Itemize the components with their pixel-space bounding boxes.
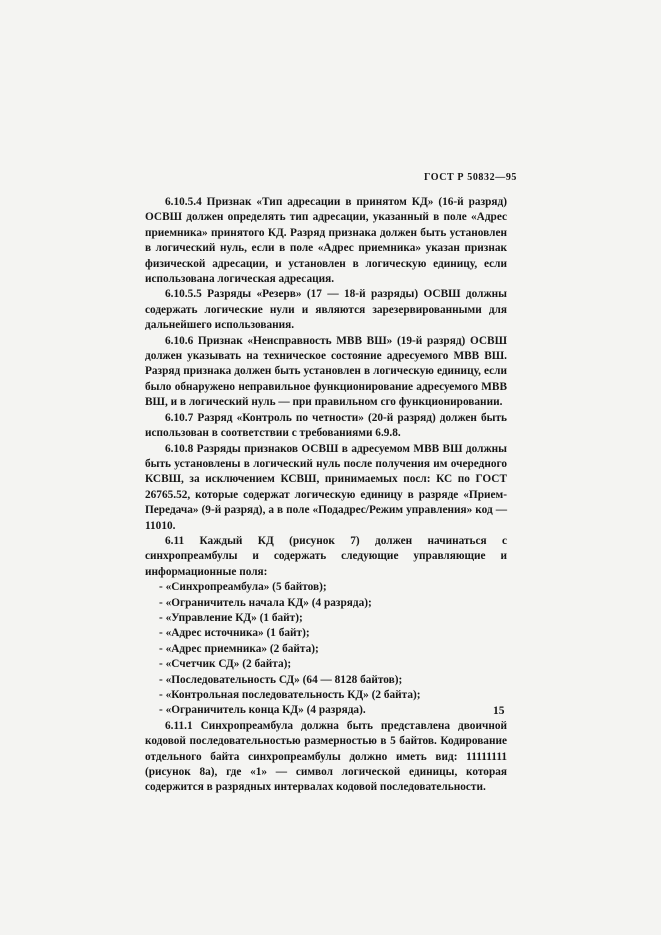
paragraph-6-10-7: 6.10.7 Разряд «Контроль по четности» (20-й разряд) должен быть использован в соответствии с требованиями 6.9.8. bbox=[145, 411, 507, 440]
paragraph-6-11-1: 6.11.1 Синхропреамбула должна быть представлена двоичной кодовой последовательностью размерностью в 5 байтов. Кодирование отдельного байта синхропреамбулы должно иметь вид: 11111111 (рисунок 8а), где «1» — символ логической единицы, которая содержится в разрядных интервалах кодовой последовательности. bbox=[145, 719, 507, 794]
list-item: - «Адрес приемника» (2 байта); bbox=[159, 642, 319, 655]
paragraph-6-10-8: 6.10.8 Разряды признаков ОСВШ в адресуемом МВВ ВШ должны быть установлены в логический нуль после получения им очередного КСВШ, за исключением КСВШ, принимаемых посл: КС по ГОСТ 26765.52, которые содержат логическую единицу в разряде «Прием-Передача» (9-й разряд), а в поле «Подадрес/Режим управления» код —11010. bbox=[145, 442, 507, 532]
paragraph-6-10-5-4: 6.10.5.4 Признак «Тип адресации в принятом КД» (16-й разряд) ОСВШ должен определять тип адресации, указанный в поле «Адрес приемника» принятого КД. Разряд признака должен быть установлен в логический нуль, если в поле «Адрес приемника» указан признак физической адресации, и установлен в логическую единицу, если использована логическая адресация. bbox=[145, 196, 507, 286]
list-item: - «Адрес источника» (1 байт); bbox=[159, 627, 310, 640]
page-body bbox=[145, 195, 507, 796]
document-code-header: ГОСТ Р 50832—95 bbox=[424, 172, 518, 183]
paragraph-6-10-6: 6.10.6 Признак «Неисправность МВВ ВШ» (19-й разряд) ОСВШ должен указывать на техническое состояние адресуемого МВВ ВШ. Разряд признака должен быть установлен в логическую единицу, если было обнаружено неправильное функционирование адресуемого МВВ ВШ, и в логический нуль — при правильном сго функционировании. bbox=[145, 334, 507, 409]
paragraph-6-10-5-5: 6.10.5.5 Разряды «Резерв» (17 — 18-й разряды) ОСВШ должны содержать логические нули и являются зарезервированными для дальнейшего использования. bbox=[145, 288, 507, 332]
list-item: - «Ограничитель конца КД» (4 разряда). bbox=[159, 704, 366, 717]
list-item: - «Счетчик СД» (2 байта); bbox=[159, 658, 292, 671]
list-item: - «Контрольная последовательность КД» (2 байта); bbox=[159, 689, 421, 701]
list-item: - «Управление КД» (1 байт); bbox=[159, 611, 303, 624]
list-item: - «Синхропреамбула» (5 байтов); bbox=[159, 581, 327, 594]
field-list bbox=[145, 580, 507, 719]
list-item: - «Ограничитель начала КД» (4 разряда); bbox=[159, 596, 372, 609]
paragraph-6-11: 6.11 Каждый КД (рисунок 7) должен начинаться с синхропреамбулы и содержать следующие управляющие и информационные поля: bbox=[145, 534, 507, 578]
page-number: 15 bbox=[493, 705, 505, 717]
list-item: - «Последовательность СД» (64 — 8128 байтов); bbox=[159, 673, 403, 686]
